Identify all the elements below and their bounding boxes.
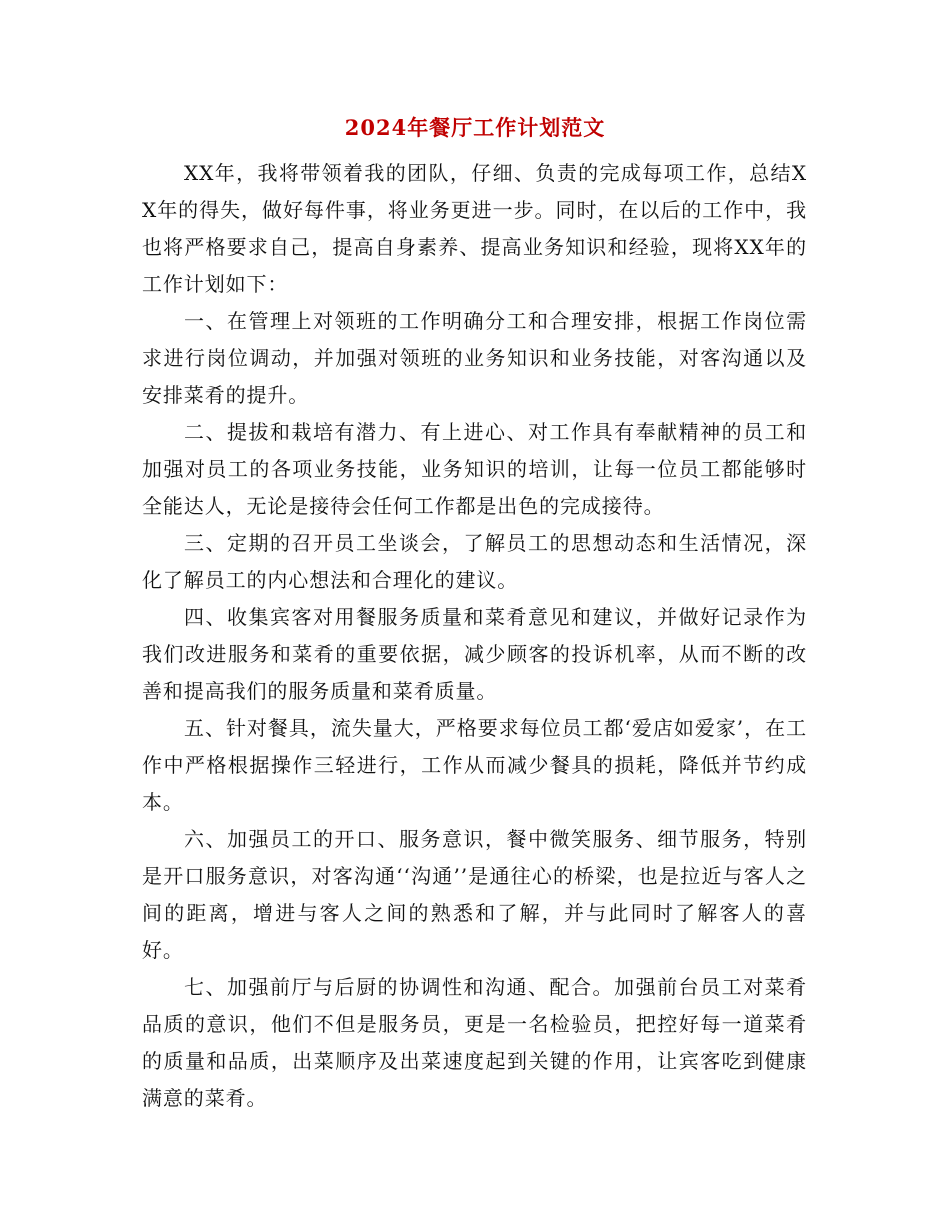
plan-item-7: 七、加强前厅与后厨的协调性和沟通、配合。加强前台员工对菜肴品质的意识，他们不但是服务员，更是一名检验员，把控好每一道菜肴的质量和品质，出菜顺序及出菜速度起到关键的作用，让宾客吃到健康满意的菜肴。 [142, 975, 807, 1110]
intro-paragraph: XX年，我将带领着我的团队，仔细、负责的完成每项工作，总结XX年的得失，做好每件事，将业务更进一步。同时，在以后的工作中，我也将严格要求自己，提高自身素养、提高业务知识和经验，现将XX年的工作计划如下： [142, 161, 807, 296]
plan-item-4: 四、收集宾客对用餐服务质量和菜肴意见和建议，并做好记录作为我们改进服务和菜肴的重要依据，减少顾客的投诉机率，从而不断的改善和提高我们的服务质量和菜肴质量。 [142, 605, 807, 703]
plan-item-1: 一、在管理上对领班的工作明确分工和合理安排，根据工作岗位需求进行岗位调动，并加强对领班的业务知识和业务技能，对客沟通以及安排菜肴的提升。 [142, 309, 807, 407]
plan-item-5: 五、针对餐具，流失量大，严格要求每位员工都‘爱店如爱家’，在工作中严格根据操作三轻进行，工作从而减少餐具的损耗，降低并节约成本。 [142, 716, 807, 814]
plan-item-2: 二、提拔和栽培有潜力、有上进心、对工作具有奉献精神的员工和加强对员工的各项业务技能，业务知识的培训，让每一位员工都能够时全能达人，无论是接待会任何工作都是出色的完成接待。 [142, 420, 807, 518]
document-body [142, 155, 807, 1117]
document-title: 2024年餐厅工作计划范文 [344, 115, 606, 140]
plan-item-3: 三、定期的召开员工坐谈会，了解员工的思想动态和生活情况，深化了解员工的内心想法和合理化的建议。 [142, 531, 807, 592]
plan-item-6: 六、加强员工的开口、服务意识，餐中微笑服务、细节服务，特别是开口服务意识，对客沟通‘‘沟通’’是通往心的桥梁，也是拉近与客人之间的距离，增进与客人之间的熟悉和了解，并与此同时了解客人的喜好。 [142, 827, 807, 962]
